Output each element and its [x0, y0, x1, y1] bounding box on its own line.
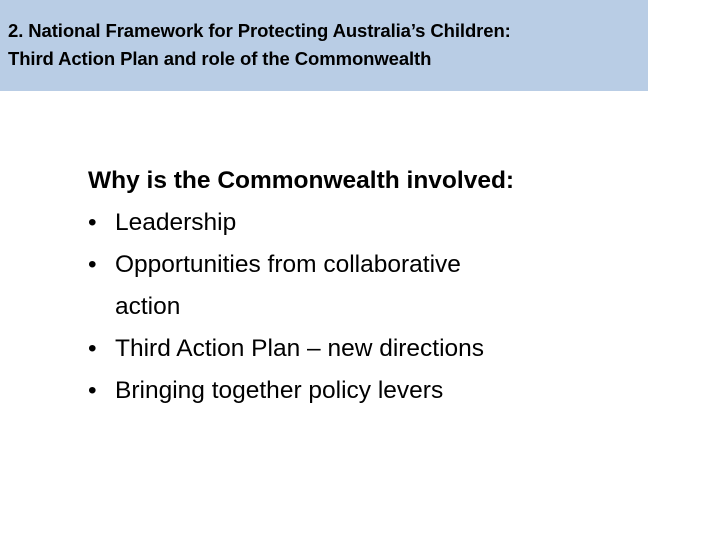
bullet-dot-icon: • [88, 209, 97, 236]
bullet-text-line-2: action [115, 293, 181, 320]
bullet-text: Bringing together policy levers [115, 377, 444, 404]
bullet-list [88, 202, 648, 412]
bullet-item-third-action-plan [88, 328, 648, 370]
bullet-text-line-1: Opportunities from collaborative [115, 251, 461, 278]
bullet-dot-icon: • [88, 251, 97, 278]
slide-title-line-2: Third Action Plan and role of the Commonwealth [8, 48, 432, 69]
bullet-text: Leadership [115, 209, 237, 236]
bullet-item-opportunities [88, 244, 648, 328]
section-heading: Why is the Commonwealth involved: [88, 167, 515, 194]
bullet-item-leadership [88, 202, 648, 244]
bullet-dot-icon: • [88, 335, 97, 362]
slide-title-line-1: 2. National Framework for Protecting Australia’s Children: [8, 20, 511, 41]
bullet-dot-icon: • [88, 377, 97, 404]
title-banner [0, 0, 648, 91]
bullet-text: Third Action Plan – new directions [115, 335, 485, 362]
bullet-item-policy-levers [88, 370, 648, 412]
slide-body [88, 160, 648, 412]
